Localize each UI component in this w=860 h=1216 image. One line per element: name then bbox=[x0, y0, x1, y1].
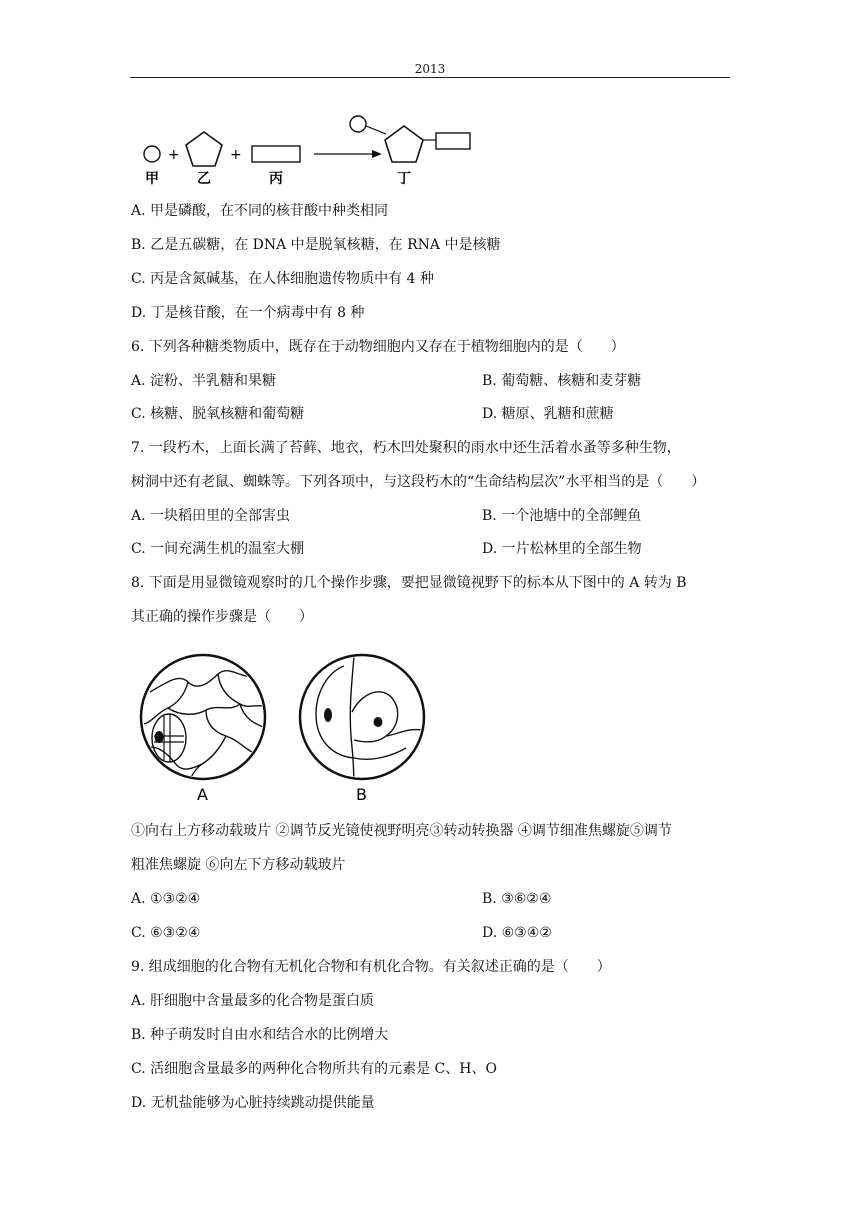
q9-option-d: D. 无机盐能够为心脏持续跳动提供能量 bbox=[131, 1095, 375, 1111]
q7-option-c: C. 一间充满生机的温室大棚 bbox=[131, 541, 305, 557]
q6-option-b: B. 葡萄糖、核糖和麦芽糖 bbox=[482, 373, 642, 389]
q9-stem: 9. 组成细胞的化合物有无机化合物和有机化合物。有关叙述正确的是（ ） bbox=[131, 959, 611, 975]
field-a-label: A bbox=[197, 785, 208, 804]
header-rule bbox=[130, 77, 730, 78]
nucleotide-diagram bbox=[136, 108, 486, 188]
q8-option-b: B. ③⑥②④ bbox=[482, 891, 552, 907]
label-jia: 甲 bbox=[145, 171, 159, 187]
q9-option-a: A. 肝细胞中含量最多的化合物是蛋白质 bbox=[131, 993, 375, 1009]
q9-option-c: C. 活细胞含量最多的两种化合物所共有的元素是 C、H、O bbox=[131, 1061, 497, 1077]
q5-option-a: A. 甲是磷酸，在不同的核苷酸中种类相同 bbox=[131, 203, 389, 219]
pentose-pentagon bbox=[186, 132, 222, 166]
nucleotide-pentagon bbox=[385, 126, 423, 162]
q8-option-c: C. ⑥③②④ bbox=[131, 925, 201, 941]
label-yi: 乙 bbox=[197, 171, 211, 187]
microscope-fields-diagram bbox=[140, 652, 440, 807]
q8-stem-line2: 其正确的操作步骤是（ ） bbox=[131, 609, 313, 625]
q6-option-a: A. 淀粉、半乳糖和果糖 bbox=[131, 373, 277, 389]
field-a-nucleus bbox=[155, 731, 164, 743]
q5-option-b: B. 乙是五碳糖，在 DNA 中是脱氧核糖，在 RNA 中是核糖 bbox=[131, 237, 501, 253]
base-rectangle bbox=[252, 146, 300, 162]
phosphate-circle bbox=[144, 146, 160, 162]
label-bing: 丙 bbox=[269, 171, 283, 187]
q8-steps-line2: 粗准焦螺旋 ⑥向左下方移动载玻片 bbox=[131, 857, 346, 873]
q7-option-b: B. 一个池塘中的全部鲤鱼 bbox=[482, 508, 642, 524]
q6-stem: 6. 下列各种糖类物质中，既存在于动物细胞内又存在于植物细胞内的是（ ） bbox=[131, 339, 625, 355]
field-b-nucleus-left bbox=[324, 708, 332, 722]
q7-option-d: D. 一片松林里的全部生物 bbox=[482, 541, 642, 557]
q5-option-d: D. 丁是核苷酸，在一个病毒中有 8 种 bbox=[131, 305, 365, 321]
nucleotide-base bbox=[436, 133, 470, 149]
q5-option-c: C. 丙是含氮碱基，在人体细胞遗传物质中有 4 种 bbox=[131, 271, 434, 287]
field-a-cell-walls bbox=[144, 671, 266, 786]
plus-sign-2: + bbox=[230, 147, 242, 163]
phosphate-bond bbox=[366, 126, 386, 134]
q7-stem-line2: 树洞中还有老鼠、蜘蛛等。下列各项中，与这段朽木的“生命结构层次”水平相当的是（ ） bbox=[131, 474, 706, 490]
page-header: 2013 bbox=[414, 62, 446, 76]
q8-steps-line1: ①向右上方移动载玻片 ②调节反光镜使视野明亮③转动转换器 ④调节细准焦螺旋⑤调节 bbox=[131, 823, 672, 839]
reaction-arrow-head bbox=[372, 150, 382, 158]
q6-option-d: D. 糖原、乳糖和蔗糖 bbox=[482, 406, 614, 422]
nucleotide-phosphate bbox=[350, 116, 366, 132]
q8-stem-line1: 8. 下面是用显微镜观察时的几个操作步骤，要把显微镜视野下的标本从下图中的 A 转为 B bbox=[131, 575, 687, 591]
q8-option-a: A. ①③②④ bbox=[131, 891, 201, 907]
field-b-outer-ring bbox=[300, 655, 424, 779]
q6-option-c: C. 核糖、脱氧核糖和葡萄糖 bbox=[131, 406, 305, 422]
q7-stem-line1: 7. 一段朽木，上面长满了苔藓、地衣，朽木凹处聚积的雨水中还生活着水蚤等多种生物， bbox=[131, 440, 681, 456]
q9-option-b: B. 种子萌发时自由水和结合水的比例增大 bbox=[131, 1027, 389, 1043]
label-ding: 丁 bbox=[397, 171, 411, 187]
q7-option-a: A. 一块稻田里的全部害虫 bbox=[131, 508, 291, 524]
field-b-nucleus-right bbox=[374, 717, 383, 727]
field-b-label: B bbox=[356, 785, 367, 804]
plus-sign-1: + bbox=[168, 147, 180, 163]
q8-option-d: D. ⑥③④② bbox=[482, 925, 552, 941]
